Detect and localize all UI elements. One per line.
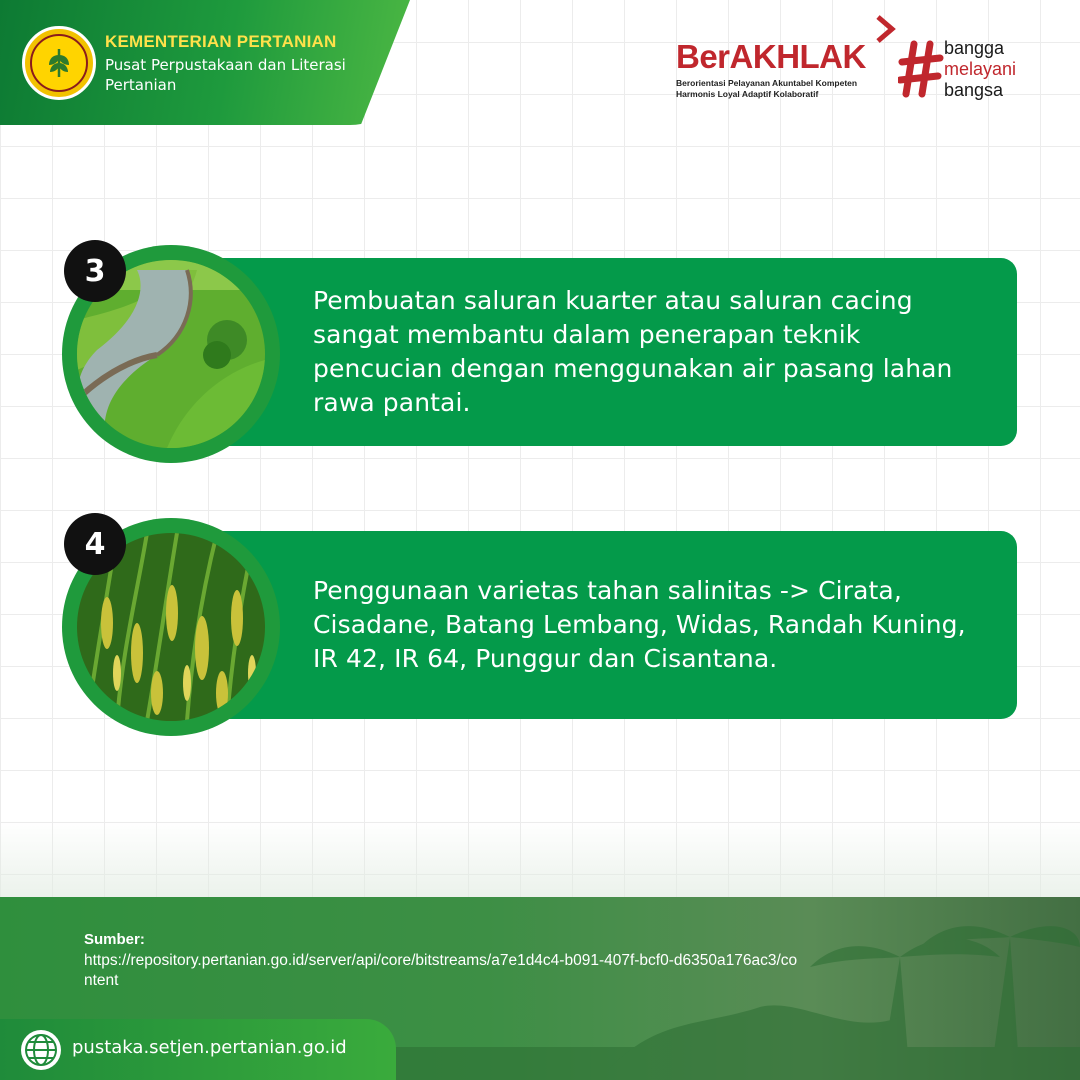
source-url[interactable]: https://repository.pertanian.go.id/server/api/core/bitstreams/a7e1d4c4-b091-407f-bcf0-d6350a176ac3/content [84,952,798,989]
hashtag-icon [898,40,944,98]
source-label: Sumber: [84,931,145,948]
globe-icon [20,1029,62,1071]
step-number-badge: 3 [64,240,126,302]
org-subtitle: Pusat Perpustakaan dan Literasi Pertanian [105,56,346,94]
website-link[interactable]: pustaka.setjen.pertanian.go.id [72,1037,347,1058]
kementan-logo-icon [22,26,96,100]
info-card-text: Penggunaan varietas tahan salinitas -> Cirata, Cisadane, Batang Lembang, Widas, Randah Kuning, IR 42, IR 64, Punggur dan Cisantana. [313,576,966,673]
chevron-right-icon [872,14,898,44]
berakhlak-tagline-2: Harmonis Loyal Adaptif Kolaboratif [676,89,819,99]
hashtag-word-1: bangga [944,38,1005,58]
info-card-3 [175,258,1017,446]
berakhlak-logo-text: BerAKHLAK [676,38,866,75]
hashtag-word-2: melayani [944,59,1017,79]
footer-fade [0,820,1080,900]
website-pill[interactable] [0,1019,396,1080]
step-number-badge: 4 [64,513,126,575]
bangga-melayani-bangsa [944,38,1016,101]
info-card-4 [175,531,1017,719]
berakhlak-tagline-1: Berorientasi Pelayanan Akuntabel Kompeten [676,78,858,88]
org-title: KEMENTERIAN PERTANIAN [105,32,337,51]
info-card-text: Pembuatan saluran kuarter atau saluran cacing sangat membantu dalam penerapan teknik pencucian dengan menggunakan air pasang lahan rawa pantai. [313,286,953,417]
hashtag-word-3: bangsa [944,80,1004,100]
